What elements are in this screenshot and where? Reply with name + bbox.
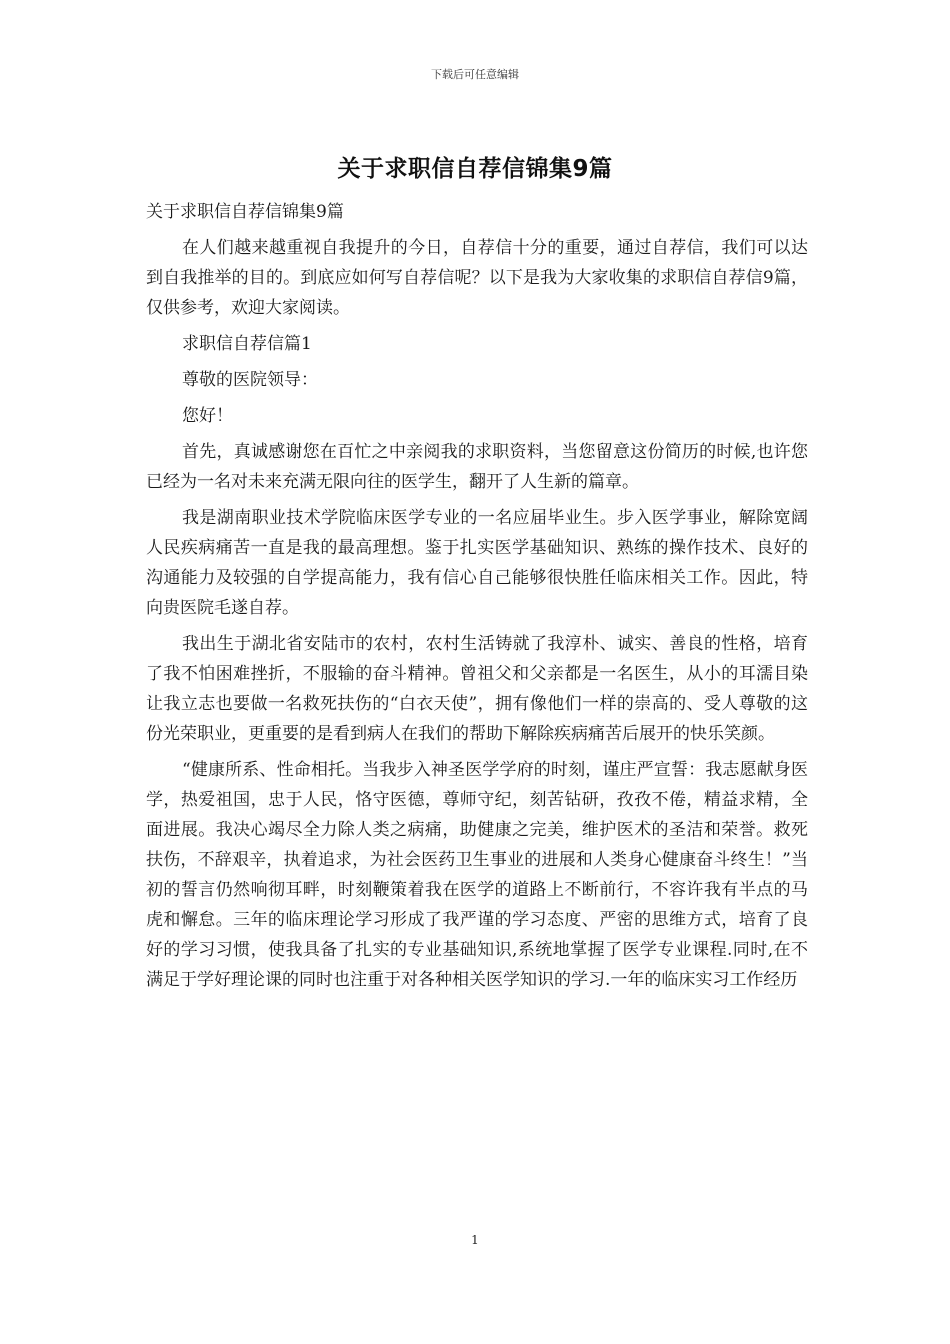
document-body bbox=[146, 197, 808, 995]
body-paragraph: “健康所系、性命相托。当我步入神圣医学学府的时刻，谨庄严宣誓：我志愿献身医学，热爱祖国，忠于人民，恪守医德，尊师守纪，刻苦钻研，孜孜不倦，精益求精，全面进展。我决心竭尽全力除人类之病痛，助健康之完美，维护医术的圣洁和荣誉。救死扶伤，不辞艰辛，执着追求，为社会医药卫生事业的进展和人类身心健康奋斗终生！”当初的誓言仍然响彻耳畔，时刻鞭策着我在医学的道路上不断前行，不容许我有半点的马虎和懈怠。三年的临床理论学习形成了我严谨的学习态度、严密的思维方式，培育了良好的学习习惯，使我具备了扎实的专业基础知识,系统地掌握了医学专业课程.同时,在不满足于学好理论课的同时也注重于对各种相关医学知识的学习.一年的临床实习工作经历 bbox=[146, 760, 808, 990]
document-title: 关于求职信自荐信锦集9篇 bbox=[337, 156, 613, 182]
body-paragraph: 我出生于湖北省安陆市的农村，农村生活铸就了我淳朴、诚实、善良的性格，培育了我不怕困难挫折，不服输的奋斗精神。曾祖父和父亲都是一名医生，从小的耳濡目染让我立志也要做一名救死扶伤的“白衣天使”，拥有像他们一样的崇高的、受人尊敬的这份光荣职业，更重要的是看到病人在我们的帮助下解除疾病痛苦后展开的快乐笑颜。 bbox=[146, 634, 808, 744]
salutation: 尊敬的医院领导： bbox=[182, 370, 318, 390]
page-header-note: 下载后可任意编辑 bbox=[431, 68, 519, 81]
body-paragraph: 我是湖南职业技术学院临床医学专业的一名应届毕业生。步入医学事业，解除宽阔人民疾病痛苦一直是我的最高理想。鉴于扎实医学基础知识、熟练的操作技术、良好的沟通能力及较强的自学提高能力，我有信心自己能够很快胜任临床相关工作。因此，特向贵医院毛遂自荐。 bbox=[146, 508, 808, 618]
page-number: 1 bbox=[471, 1233, 479, 1247]
body-paragraph: 首先，真诚感谢您在百忙之中亲阅我的求职资料，当您留意这份简历的时候,也许您已经为一名对未来充满无限向往的医学生，翻开了人生新的篇章。 bbox=[146, 442, 808, 492]
section-heading: 求职信自荐信篇1 bbox=[182, 334, 312, 354]
greeting: 您好！ bbox=[182, 406, 233, 426]
intro-paragraph: 在人们越来越重视自我提升的今日，自荐信十分的重要，通过自荐信，我们可以达到自我推举的目的。到底应如何写自荐信呢？以下是我为大家收集的求职信自荐信9篇，仅供参考，欢迎大家阅读。 bbox=[146, 238, 808, 318]
subtitle-line: 关于求职信自荐信锦集9篇 bbox=[146, 202, 344, 222]
